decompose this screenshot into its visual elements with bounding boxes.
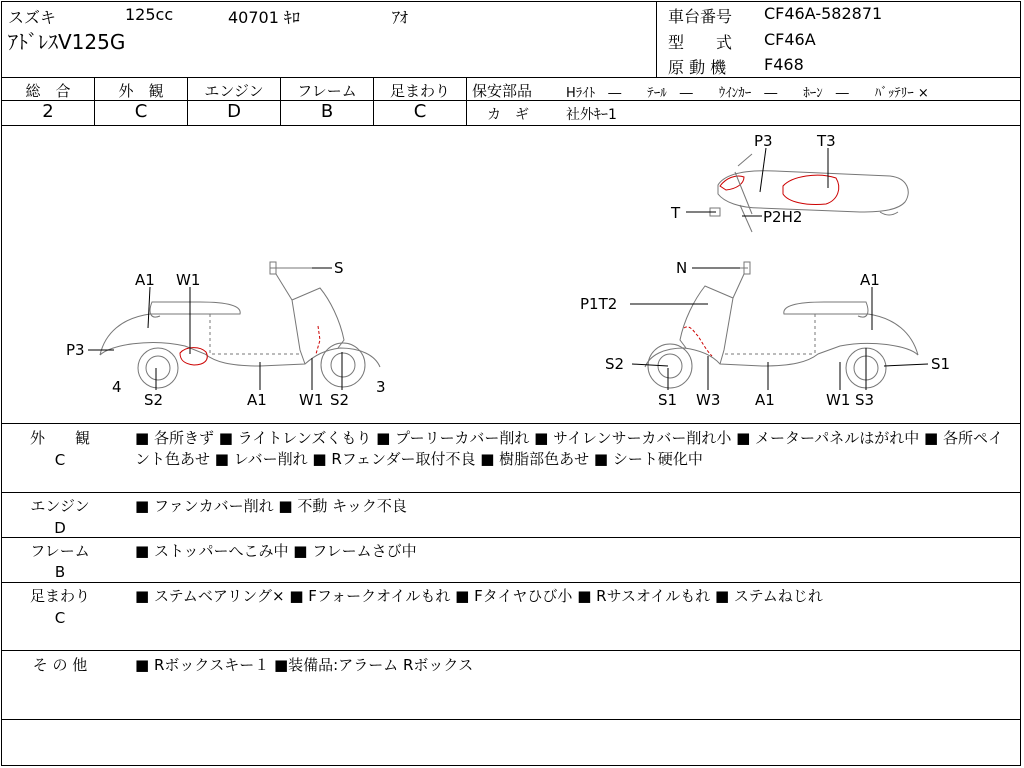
diagram-label: A1 — [860, 271, 880, 289]
remark-text-engine: ■ ファンカバー削れ ■ 不動 キック不良 — [135, 497, 407, 515]
mileage: 40701 ｷﾛ — [228, 8, 300, 27]
key-label: カ ギ — [487, 107, 529, 123]
engine-label: 原 動 機 — [668, 58, 727, 77]
diagram-label: W1 — [299, 391, 324, 409]
diagram-label: S2 — [144, 391, 164, 409]
remark-text-suspension: ■ ステムベアリング× ■ Fフォークオイルもれ ■ Fタイヤひび小 ■ Rサスオイルもれ ■ ステムねじれ — [135, 587, 823, 605]
grade-label-suspension: 足まわり — [389, 82, 450, 100]
diagram-label: W1 — [176, 271, 201, 289]
diagram-label: 4 — [112, 378, 122, 396]
damage-diagram — [0, 126, 1022, 424]
remark-label-exterior: 外 観 — [29, 429, 90, 447]
diagram-label: A1 — [247, 391, 267, 409]
grade-label-engine: エンジン — [204, 82, 264, 100]
color: ｱｵ — [392, 8, 409, 27]
grade-value-exterior: C — [134, 101, 148, 122]
grade-value-suspension: C — [413, 101, 427, 122]
remark-label-suspension: 足まわり — [29, 587, 90, 605]
remark-text-frame: ■ ストッパーへこみ中 ■ フレームさび中 — [135, 542, 417, 560]
diagram-bottom-line — [1, 423, 1021, 424]
header-divider — [656, 1, 657, 77]
remark-divider — [1, 650, 1021, 651]
frame-no-label: 車台番号 — [668, 7, 733, 26]
remark-grade-engine: D — [54, 519, 66, 537]
diagram-label: P3 — [66, 341, 85, 359]
type-value: CF46A — [764, 30, 816, 49]
remark-divider — [1, 537, 1021, 538]
remark-grade-exterior: C — [54, 451, 66, 469]
safety-items: Hﾗｲﾄ ― ﾃｰﾙ ― ｳｲﾝｶｰ ― ﾎｰﾝ ― ﾊﾞｯﾃﾘｰ × — [566, 86, 929, 101]
scooter-top-view — [710, 154, 908, 232]
key-value: 社外ｷｰ1 — [566, 107, 617, 123]
remark-divider — [1, 582, 1021, 583]
diagram-label: W3 — [696, 391, 721, 409]
diagram-label: S2 — [330, 391, 350, 409]
header-bottom-line — [1, 77, 1021, 78]
diagram-label: S1 — [658, 391, 678, 409]
grade-value-frame: B — [320, 101, 334, 122]
grade-label-frame: フレーム — [297, 82, 357, 100]
remark-label-other: そ の 他 — [32, 656, 88, 674]
remark-grade-suspension: C — [54, 609, 66, 627]
engine-value: F468 — [764, 55, 804, 74]
diagram-label: P1T2 — [580, 295, 618, 313]
diagram-label: T — [671, 204, 681, 222]
diagram-label: P3 — [754, 132, 773, 150]
maker: スズキ — [8, 8, 57, 27]
remark-label-engine: エンジン — [30, 497, 90, 515]
remark-divider — [1, 492, 1021, 493]
diagram-label: A1 — [755, 391, 775, 409]
remark-grade-frame: B — [54, 563, 66, 581]
diagram-label: W1 — [826, 391, 851, 409]
diagram-label: S2 — [605, 355, 625, 373]
grade-label-overall: 総 合 — [25, 82, 71, 100]
remark-divider — [1, 719, 1021, 720]
diagram-label: S — [334, 259, 344, 277]
grade-value-overall: 2 — [42, 101, 54, 122]
displacement: 125cc — [125, 5, 174, 24]
remark-text-exterior: ■ 各所きず ■ ライトレンズくもり ■ プーリーカバー削れ ■ サイレンサーカバー削れ小 ■ メーターパネルはがれ中 ■ 各所ペイント色あせ ■ レバー削れ ■ Rフェンダー取付不良 ■ 樹脂部色あせ ■ シート硬化中 — [135, 429, 1003, 468]
grade-col-divider — [466, 77, 467, 125]
grade-value-engine: D — [227, 101, 241, 122]
grade-label-exterior: 外 観 — [118, 82, 164, 100]
type-label: 型 式 — [668, 33, 733, 52]
remark-label-frame: フレーム — [30, 542, 90, 560]
diagram-label: A1 — [135, 271, 155, 289]
safety-title: 保安部品 — [472, 82, 533, 100]
diagram-label: T3 — [817, 132, 836, 150]
model-name: ｱﾄﾞﾚｽV125G — [8, 30, 126, 54]
diagram-label: 3 — [376, 378, 386, 396]
diagram-label: S1 — [931, 355, 951, 373]
remark-text-other: ■ Rボックスキー１ ■装備品:アラーム Rボックス — [135, 656, 474, 674]
frame-no: CF46A-582871 — [764, 4, 883, 23]
diagram-label: S3 — [855, 391, 875, 409]
diagram-label: P2H2 — [763, 208, 803, 226]
diagram-label: N — [676, 259, 688, 277]
